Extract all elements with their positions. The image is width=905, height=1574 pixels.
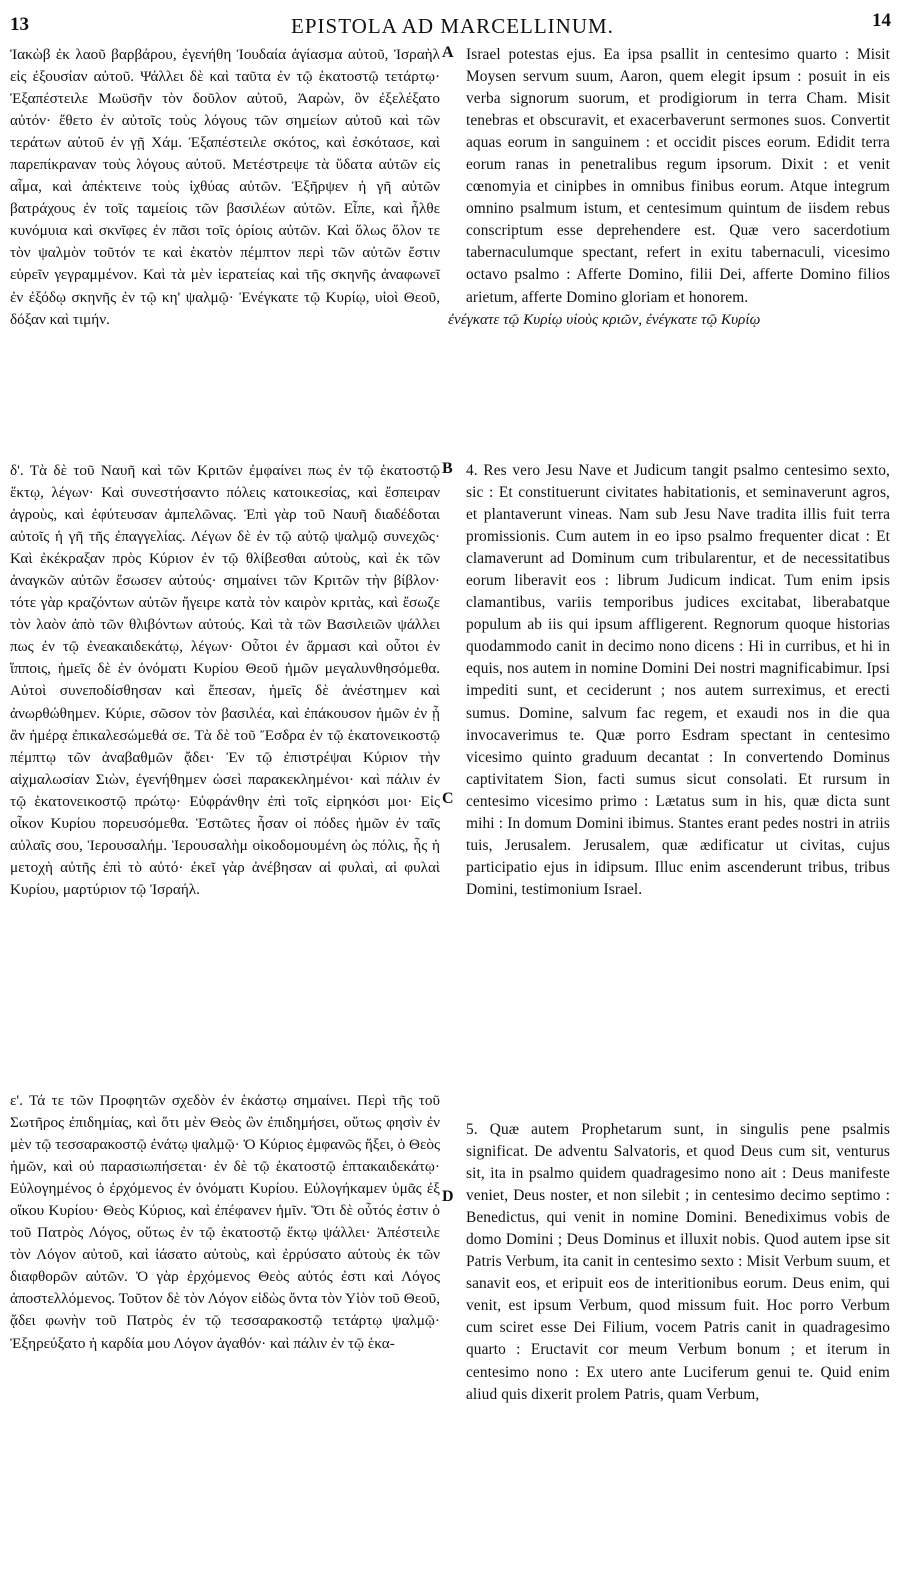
page-number-left: 13 (10, 14, 29, 35)
margin-marker-b: B (442, 460, 453, 477)
margin-marker-c: C (442, 790, 454, 807)
latin-paragraph-1: Israel potestas ejus. Ea ipsa psallit in centesimo quarto : Misit Moysen servum suum, Aaron, quem elegit ipsum : posuit in eis verba signorum suorum, et prodigiorum in terra Cham. Misit tenebras et obscuravit, et exacerbaverunt sermones suos. Convertit aquas eorum in sanguinem : et occidit pisces eorum. Edidit terra eorum ranas in penetralibus regum ipsorum. Dixit : et venit cœnomyia et cinipbes in omnibus finibus eorum. Atque integrum omnino psalmum istum, et centesimum quintum de iisdem rebus conscriptum esse deprehendere est. Quæ vero sacerdotium tabernaculumque spectant, refert in exitu tabernaculi, vicesimo octavo psalmo : Afferte Domino, filii Dei, afferte Domino filios arietum, afferte Domino gloriam et honorem. (466, 46, 890, 306)
page-header (0, 0, 905, 40)
latin-paragraph-2: 4. Res vero Jesu Nave et Judicum tangit psalmo centesimo sexto, sic : Et constituerunt civitates habitationis, et seminaverunt agros, et plantaverunt vineas. Nam sub Jesu Nave tradita illis fuit terra promissionis. Cum autem in eo ipso psalmo frequenter dicat : Et clamaverunt ad Dominum cum tribularentur, et de necessitatibus eorum liberavit eos : librum Judicum indicat. Tum enim ipsis clamantibus, variis temporibus judices excitabat, liberabatque populum ab iis qui ipsum affligerent. Regnorum quoque historias quodammodo canit in decimo nono dicens : Hi in curribus, et hi in equis, nos autem in nomine Domini Dei nostri magnificabimur. Ipsi impediti sunt, et ceciderunt ; nos autem surreximus, et erecti sumus. Domine, salvum fac regem, et exaudi nos in die qua invocaverimus te. Quæ porro Esdram spectant in centesimo vicesimo quinto graduum decantat : In convertendo Dominus captivitatem Sion, facti sumus sicut consolati. Et rursum in centesimo vicesimo primo : Lætatus sum in his, quæ dicta sunt mihi : In domum Domini ibimus. Stantes erant pedes nostri in atriis tuis, Jerusalem. Jerusalem, quæ ædificatur ut civitas, cujus participatio ejus in idipsum. Illuc enim ascenderunt tribus, tribus Domini, testimonium Israel. (466, 462, 890, 898)
running-title: EPISTOLA AD MARCELLINUM. (291, 14, 614, 38)
greek-paragraph-1: Ἰακὼβ ἐκ λαοῦ βαρβάρου, ἐγενήθη Ἰουδαία ἁγίασμα αὐτοῦ, Ἰσραὴλ εἰς ἐξουσίαν αὐτοῦ. Ψάλλει δὲ καὶ ταῦτα ἐν τῷ ἑκατοστῷ τετάρτῳ· Ἐξαπέστειλε Μωϋσῆν τὸν δοῦλον αὐτοῦ, Ἀαρὼν, ὃν ἐξελέξατο αὐτόν· ἔθετο ἐν αὐτοῖς τοὺς λόγους τῶν σημείων αὐτοῦ καὶ τῶν τεράτων αὐτοῦ ἐν γῇ Χάμ. Ἐξαπέστειλε σκότος, καὶ ἐσκότασε, καὶ παρεπίκραναν τοὺς λόγους αὐτοῦ. Μετέστρεψε τὰ ὕδατα αὐτῶν εἰς αἷμα, καὶ ἀπέκτεινε τοὺς ἰχθύας αὐτῶν. Ἐξῆρψεν ἡ γῆ αὐτῶν βατράχους ἐν τοῖς ταμείοις τῶν βασιλέων αὐτῶν. Εἶπε, καὶ ἦλθε κυνόμυια καὶ σκνῖφες ἐν πᾶσι τοῖς ὁρίοις αὐτῶν. Καὶ ὅλως ὅλον τε τὸν ψαλμὸν τοῦτόν τε καὶ ἑκατὸν πέμπτον περὶ τῶν αὐτῶν ἔστιν εὑρεῖν γεγραμμένον. Καὶ τὰ μὲν ἱερατείας καὶ τῆς σκηνῆς ἀναφωνεῖ ἐν ἐξόδῳ σκηνῆς ἐν τῷ κη' ψαλμῷ· Ἐνέγκατε τῷ Κυρίῳ, υἱοὶ Θεοῦ, δόξαν καὶ τιμήν. (10, 46, 440, 328)
margin-marker-d: D (442, 1188, 454, 1205)
latin-paragraph-3: 5. Quæ autem Prophetarum sunt, in singulis pene psalmis significat. De adventu Salvatoris, et quod Deus cum sit, venturus sit, ita in psalmo quidem quadragesimo nono ait : Deus manifeste veniet, Deus noster, et non silebit ; in centesimo decimo septimo : Benedictus, qui venit in nomine Domini. Benediximus vobis de domo Domini ; Deus Dominus et illuxit nobis. Quod autem ipse sit Patris Verbum, ita canit in centesimo sexto : Misit Verbum suum, et sanavit eos, et eripuit eos de interitionibus eorum. Deus enim, qui venit, est ipsum Verbum, quod missum fuit. Hoc porro Verbum cum sciret esse Dei Filium, vocem Patris canit in quadragesimo quarto : Eructavit cor meum Verbum bonum ; et iterum in centesimo nono : Ex utero ante Luciferum genui te. Quid enim aliud quis dixerit prolem Patris, quam Verbum, (466, 1121, 890, 1403)
greek-paragraph-2: δ'. Τὰ δὲ τοῦ Ναυῆ καὶ τῶν Κριτῶν ἐμφαίνει πως ἐν τῷ ἑκατοστῷ ἕκτῳ, λέγων· Καὶ συνεστήσαντο πόλεις κατοικεσίας, καὶ ἔσπειραν ἀγροὺς, καὶ ἐφύτευσαν ἀμπελῶνας. Ἐπὶ γὰρ τοῦ Ναυῆ διαδέδοται αὐτοῖς ἡ γῆ τῆς ἐπαγγελίας. Λέγων δὲ ἐν τῷ αὐτῷ ψαλμῷ συνεχῶς· Καὶ ἐκέκραξαν πρὸς Κύριον ἐν τῷ θλίβεσθαι αὐτοὺς, καὶ ἐκ τῶν ἀναγκῶν αὐτῶν ἔσωσεν αὐτούς· σημαίνει τῶν Κριτῶν τὴν βίβλον· τότε γὰρ κραζόντων αὐτῶν ἤγειρε κατὰ τὸν καιρὸν κριτὰς, καὶ ἔσωζε τὸν λαὸν ἀπὸ τῶν θλιβόντων αὐτούς. Καὶ τὰ τῶν Βασιλειῶν ψάλλει πως ἐν τῷ ἐνεακαιδεκάτῳ, λέγων· Οὗτοι ἐν ἅρμασι καὶ οὗτοι ἐν ἵπποις, ἡμεῖς δὲ ἐν ὀνόματι Κυρίου Θεοῦ ἡμῶν μεγαλυνθησόμεθα. Αὐτοὶ συνεποδίσθησαν καὶ ἔπεσαν, ἡμεῖς δὲ ἀνέστημεν καὶ ἀνωρθώθημεν. Κύριε, σῶσον τὸν βασιλέα, καὶ ἐπάκουσον ἡμῶν ἐν ᾗ ἂν ἡμέρᾳ ἐπικαλεσώμεθά σε. Τὰ δὲ τοῦ Ἔσδρα ἐν τῷ ἑκατονεικοστῷ πέμπτῳ τῶν ἀναβαθμῶν ᾄδει· Ἐν τῷ ἐπιστρέψαι Κύριον τὴν αἰχμαλωσίαν Σιὼν, ἐγενήθημεν ὡσεὶ παρακεκλημένοι· καὶ πάλιν ἐν τῷ ἑκατονεικοστῷ πρώτῳ· Εὐφράνθην ἐπὶ τοῖς εἰρηκόσι μοι· Εἰς οἶκον Κυρίου πορευσόμεθα. Ἑστῶτες ἦσαν οἱ πόδες ἡμῶν ἐν ταῖς αὐλαῖς σου, Ἱερουσαλήμ. Ἱερουσαλὴμ οἰκοδομουμένη ὡς πόλις, ἧς ἡ μετοχὴ αὐτῆς ἐπὶ τὸ αὐτό· ἐκεῖ γὰρ ἀνέβησαν αἱ φυλαὶ, αἱ φυλαὶ Κυρίου, μαρτύριον τῷ Ἰσραήλ. (10, 462, 440, 898)
margin-marker-a: A (442, 44, 454, 61)
greek-spanning-line: ἐνέγκατε τῷ Κυρίῳ υἱοὺς κριῶν, ἐνέγκατε τῷ Κυρίῳ (448, 311, 761, 328)
page-number-right: 14 (872, 10, 891, 31)
greek-paragraph-3: ε'. Τά τε τῶν Προφητῶν σχεδὸν ἐν ἑκάστῳ σημαίνει. Περὶ τῆς τοῦ Σωτῆρος ἐπιδημίας, καὶ ὅτι μὲν Θεὸς ὢν ἐπιδημήσει, οὕτως φησὶν ἐν μὲν τῷ τεσσαρακοστῷ ἐνάτῳ ψαλμῷ· Ὁ Κύριος ἐμφανῶς ἥξει, ὁ Θεὸς ἡμῶν, καὶ οὐ παρασιωπήσεται· ἐν δὲ τῷ ἑκατοστῷ ἑπτακαιδεκάτῳ· Εὐλογημένος ὁ ἐρχόμενος ἐν ὀνόματι Κυρίου. Εὐλογήκαμεν ὑμᾶς ἐξ οἴκου Κυρίου· Θεὸς Κύριος, καὶ ἐπέφανεν ἡμῖν. Ὅτι δὲ οὗτός ἐστιν ὁ τοῦ Πατρὸς Λόγος, οὕτως ἐν τῷ ἑκατοστῷ ἕκτῳ ψάλλει· Ἀπέστειλε τὸν Λόγον αὐτοῦ, καὶ ἰάσατο αὐτοὺς, καὶ ἐρρύσατο αὐτοὺς ἐκ τῶν διαφθορῶν αὐτῶν. Ὁ γὰρ ἐρχόμενος Θεὸς αὐτός ἐστι καὶ Λόγος ἀποστελλόμενος. Τοῦτον δὲ τὸν Λόγον εἰδὼς ὄντα τὸν Υἱὸν τοῦ Θεοῦ, ᾄδει φωνὴν τοῦ Πατρὸς ἐν τῷ τεσσαρακοστῷ τετάρτῳ ψαλμῷ· Ἐξηρεύξατο ἡ καρδία μου Λόγον ἀγαθόν· καὶ πάλιν ἐν τῷ ἑκα- (10, 1092, 440, 1352)
